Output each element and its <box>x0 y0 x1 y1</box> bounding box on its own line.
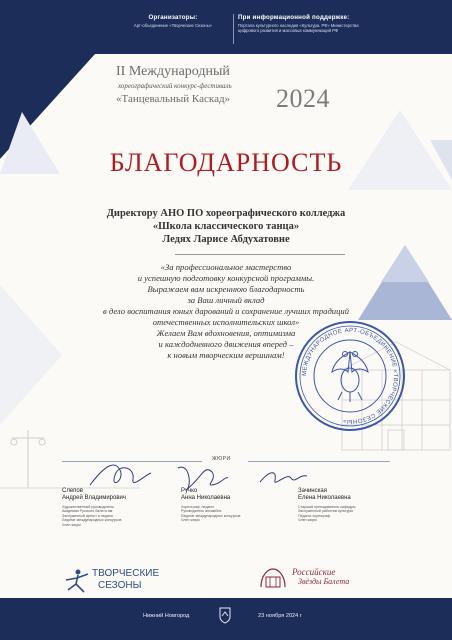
jury-member-name: Андрей Владимирович <box>62 495 127 501</box>
jury-member-name: Елена Николаевна <box>298 495 351 501</box>
jury-member-3 <box>298 488 416 523</box>
jury-member-surname: Слепов <box>62 488 83 494</box>
body-line: Выражаем вам искреннюю благодарность <box>147 284 305 294</box>
festival-name: «Танцевальный Каскад» <box>116 93 231 105</box>
decor-triangle-left <box>0 285 70 425</box>
organizers-label: Организаторы: <box>148 14 198 21</box>
desc-line: Член жюри <box>181 518 200 523</box>
body-line: Желаем Вам вдохновения, оптимизма <box>156 328 296 338</box>
body-line: «За профессиональное мастерство <box>160 262 292 272</box>
desc-line: Заслуженный артист и педагог <box>62 513 114 518</box>
desc-line: Член жюри <box>62 522 81 527</box>
body-line: и успешную подготовку конкурсной программы. <box>137 273 315 283</box>
stamp-ring-text: МЕЖДУНАРОДНОЕ АРТ-ОБЪЕДИНЕНИЕ «ТВОРЧЕСКИЕ СЕЗОНЫ» <box>301 327 399 425</box>
recipient-line2: «Школа классического танца» <box>152 221 300 232</box>
jury-member-2 <box>181 488 299 523</box>
logo-ts-line2: СЕЗОНЫ <box>98 580 142 591</box>
jury-label: ЖЮРИ <box>212 456 231 462</box>
support-block <box>238 14 378 33</box>
banner-divider <box>233 14 234 44</box>
jury-member-1 <box>62 488 180 527</box>
body-line: отечественных исполнительских школ» <box>152 317 300 327</box>
body-line: и каждодневного движения вперед – <box>158 339 294 349</box>
top-banner <box>0 0 452 54</box>
city-emblem-icon <box>218 606 232 624</box>
logo-rs-line1: Российские <box>292 567 336 577</box>
recipient-line1: Директору АНО ПО хореографического колледжа <box>106 208 346 219</box>
desc-line: Член жюри <box>298 518 317 523</box>
footer-banner <box>0 598 452 640</box>
desc-line: Педагог-хореограф <box>298 513 331 518</box>
recipient-divider <box>175 254 345 255</box>
desc-line: Руководитель ансамбля <box>181 509 222 514</box>
support-label: При информационной поддержке: <box>238 14 350 21</box>
body-line: за Ваш личный вклад <box>187 295 265 305</box>
desc-line: Художественный руководитель <box>62 505 115 509</box>
desc-line: Академии Русского балета им. <box>62 509 114 514</box>
organizers-block <box>118 14 228 28</box>
dancer-icon <box>62 568 90 594</box>
logo-ts-line1: ТВОРЧЕСКИЕ <box>92 568 160 579</box>
logo-rs-line2: Звёзды Балета <box>298 577 350 586</box>
official-stamp <box>292 318 408 434</box>
festival-line1: II Международный <box>116 64 230 79</box>
jury-member-desc <box>298 505 416 523</box>
desc-line: Заслуженный работник культуры <box>298 509 354 514</box>
theatre-icon <box>258 565 288 591</box>
jury-member-name: Анна Николаевна <box>181 495 231 501</box>
jury-member-desc <box>181 505 299 523</box>
desc-line: Лауреат международных конкурсов <box>181 513 241 518</box>
document-title: БЛАГОДАРНОСТЬ <box>109 148 343 177</box>
festival-line2: хореографический конкурс-фестиваль <box>118 82 232 90</box>
desc-line: Хореограф, педагог <box>181 505 215 509</box>
desc-line: Лауреат международных конкурсов <box>62 518 122 523</box>
recipient-name: Ледях Ларисе Абдухатовне <box>162 234 290 245</box>
festival-year: 2024 <box>276 84 330 113</box>
body-line: в дело воспитания юных дарований и сохранение лучших традиций <box>103 306 349 316</box>
desc-line: Старший преподаватель кафедры <box>298 505 356 509</box>
jury-member-surname: Зачинская <box>298 488 327 494</box>
organizers-text: Арт-объединение «Творческие Сезоны» <box>133 23 213 28</box>
jury-member-surname: Ручко <box>181 488 198 494</box>
support-text: Портала культурного наследия «Культура. РФ» Министерства цифрового развития и массовых коммуникаций РФ <box>238 23 359 33</box>
body-line: к новым творческим вершинам! <box>167 350 285 360</box>
recipient-block <box>60 207 392 246</box>
footer-date: 23 ноября 2024 г <box>258 613 302 619</box>
svg-text:МЕЖДУНАРОДНОЕ АРТ-ОБЪЕДИНЕНИЕ <box>302 328 398 424</box>
footer-city: Нижний Новгород <box>143 613 190 619</box>
jury-member-desc <box>62 505 180 527</box>
